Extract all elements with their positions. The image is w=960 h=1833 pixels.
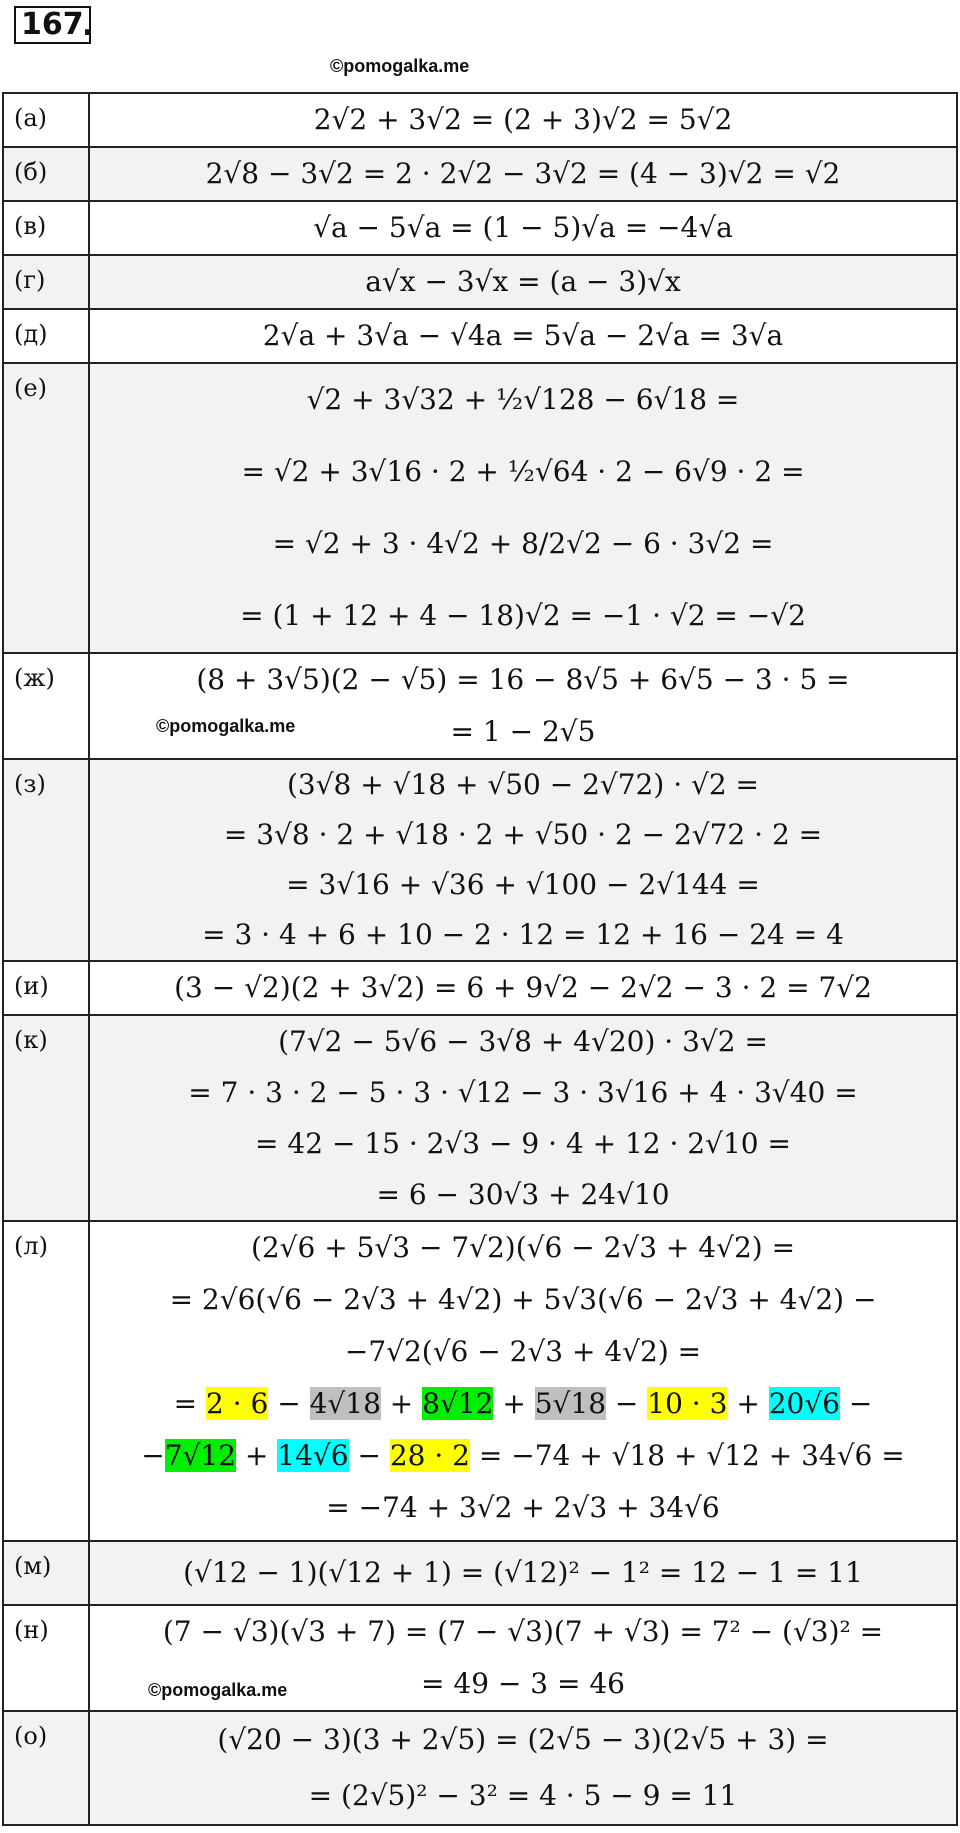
table-row — [3, 363, 957, 653]
math-line: = 3√8 · 2 + √18 · 2 + √50 · 2 − 2√72 · 2 = — [223, 818, 823, 851]
term-yellow: 28 · 2 — [389, 1439, 470, 1472]
table-row — [3, 759, 957, 961]
math-line: = 49 − 3 = 46 — [421, 1667, 625, 1700]
math-line: = 1 − 2√5 — [450, 715, 596, 748]
math-line: 2√2 + 3√2 = (2 + 3)√2 = 5√2 — [313, 103, 733, 136]
row-label: (и) — [3, 961, 89, 1015]
math-line: = √2 + 3√16 · 2 + ½√64 · 2 − 6√9 · 2 = — [241, 455, 805, 488]
row-label: (е) — [3, 363, 89, 653]
math-line: = √2 + 3 · 4√2 + 8/2√2 − 6 · 3√2 = — [272, 527, 774, 560]
term: + — [727, 1387, 769, 1420]
problem-number: 167 — [14, 6, 91, 44]
math-line: = 7 · 3 · 2 − 5 · 3 · √12 − 3 · 3√16 + 4 · 3√40 = — [188, 1076, 858, 1109]
table-row — [3, 1015, 957, 1221]
table-row — [3, 201, 957, 255]
row-label: (м) — [3, 1541, 89, 1605]
row-label: (б) — [3, 147, 89, 201]
math-line: = 6 − 30√3 + 24√10 — [376, 1178, 670, 1211]
row-label: (з) — [3, 759, 89, 961]
row-math — [89, 1221, 957, 1541]
term-yellow: 10 · 3 — [647, 1387, 728, 1420]
row-math — [89, 363, 957, 653]
table-row — [3, 1541, 957, 1605]
math-line: (3 − √2)(2 + 3√2) = 6 + 9√2 − 2√2 − 3 · 2 = 7√2 — [174, 971, 872, 1004]
row-math — [89, 1015, 957, 1221]
row-math — [89, 255, 957, 309]
solutions-table — [2, 92, 958, 1826]
term-gray: 5√18 — [534, 1387, 607, 1420]
math-line: (7 − √3)(√3 + 7) = (7 − √3)(7 + √3) = 7² − (√3)² = — [162, 1615, 884, 1648]
row-math — [89, 93, 957, 147]
math-line-highlighted — [94, 1378, 952, 1430]
watermark: ©pomogalka.me — [330, 56, 470, 76]
term-gray: 4√18 — [309, 1387, 381, 1420]
math-line: = 3√16 + √36 + √100 − 2√144 = — [286, 868, 760, 901]
math-line: = −74 + 3√2 + 2√3 + 34√6 — [326, 1491, 720, 1524]
table-row — [3, 961, 957, 1015]
math-line: (7√2 − 5√6 − 3√8 + 4√20) · 3√2 = — [278, 1025, 768, 1058]
term: = — [173, 1387, 206, 1420]
table-row — [3, 1711, 957, 1825]
row-math — [89, 147, 957, 201]
math-line: (√20 − 3)(3 + 2√5) = (2√5 − 3)(2√5 + 3) = — [217, 1723, 829, 1756]
math-line: = (2√5)² − 3² = 4 · 5 − 9 = 11 — [308, 1779, 738, 1812]
term: + — [236, 1439, 278, 1472]
term: − — [268, 1387, 310, 1420]
term: = −74 + √18 + √12 + 34√6 = — [470, 1439, 905, 1472]
row-label: (о) — [3, 1711, 89, 1825]
term-cyan: 20√6 — [768, 1387, 840, 1420]
math-line: = 42 − 15 · 2√3 − 9 · 4 + 12 · 2√10 = — [255, 1127, 791, 1160]
problem-number-dot: . — [82, 8, 94, 43]
row-label: (к) — [3, 1015, 89, 1221]
row-math — [89, 1605, 957, 1711]
math-line: 2√a + 3√a − √4a = 5√a − 2√a = 3√a — [262, 319, 784, 352]
math-line: = 2√6(√6 − 2√3 + 4√2) + 5√3(√6 − 2√3 + 4√2) − — [169, 1283, 877, 1316]
math-line: √a − 5√a = (1 − 5)√a = −4√a — [313, 211, 733, 244]
row-label: (ж) — [3, 653, 89, 759]
math-line: √2 + 3√32 + ½√128 − 6√18 = — [306, 383, 740, 416]
row-label: (в) — [3, 201, 89, 255]
row-label: (л) — [3, 1221, 89, 1541]
watermark: ©pomogalka.me — [148, 1680, 288, 1700]
math-line: −7√2(√6 − 2√3 + 4√2) = — [344, 1335, 702, 1368]
watermark: ©pomogalka.me — [156, 716, 296, 736]
math-line: 2√8 − 3√2 = 2 · 2√2 − 3√2 = (4 − 3)√2 = √2 — [205, 157, 841, 190]
term: + — [380, 1387, 423, 1420]
math-line: a√x − 3√x = (a − 3)√x — [365, 265, 681, 298]
row-math — [89, 201, 957, 255]
math-line: (8 + 3√5)(2 − √5) = 16 − 8√5 + 6√5 − 3 · 5 = — [196, 663, 850, 696]
row-math — [89, 759, 957, 961]
math-line: = 3 · 4 + 6 + 10 − 2 · 12 = 12 + 16 − 24 = 4 — [202, 918, 844, 951]
math-line: (2√6 + 5√3 − 7√2)(√6 − 2√3 + 4√2) = — [250, 1231, 796, 1264]
term: − — [348, 1439, 390, 1472]
row-math — [89, 961, 957, 1015]
row-label: (н) — [3, 1605, 89, 1711]
row-label: (г) — [3, 255, 89, 309]
table-row — [3, 1605, 957, 1711]
table-row — [3, 93, 957, 147]
math-line-highlighted — [94, 1430, 952, 1482]
row-label: (д) — [3, 309, 89, 363]
term-green: 7√12 — [164, 1439, 237, 1472]
term-yellow: 2 · 6 — [205, 1387, 269, 1420]
term-cyan: 14√6 — [277, 1439, 349, 1472]
table-row — [3, 1221, 957, 1541]
term: − — [840, 1387, 873, 1420]
row-label: (а) — [3, 93, 89, 147]
table-row — [3, 147, 957, 201]
term-green: 8√12 — [422, 1387, 494, 1420]
math-line: = (1 + 12 + 4 − 18)√2 = −1 · √2 = −√2 — [240, 599, 806, 632]
term: − — [606, 1387, 648, 1420]
table-row — [3, 255, 957, 309]
math-line: (3√8 + √18 + √50 − 2√72) · √2 = — [286, 768, 760, 801]
row-math — [89, 1711, 957, 1825]
math-line: (√12 − 1)(√12 + 1) = (√12)² − 1² = 12 − 1 = 11 — [183, 1556, 863, 1589]
table-row — [3, 309, 957, 363]
table-row — [3, 653, 957, 759]
row-math — [89, 653, 957, 759]
term: − — [141, 1439, 165, 1472]
term: + — [493, 1387, 535, 1420]
row-math — [89, 309, 957, 363]
row-math — [89, 1541, 957, 1605]
